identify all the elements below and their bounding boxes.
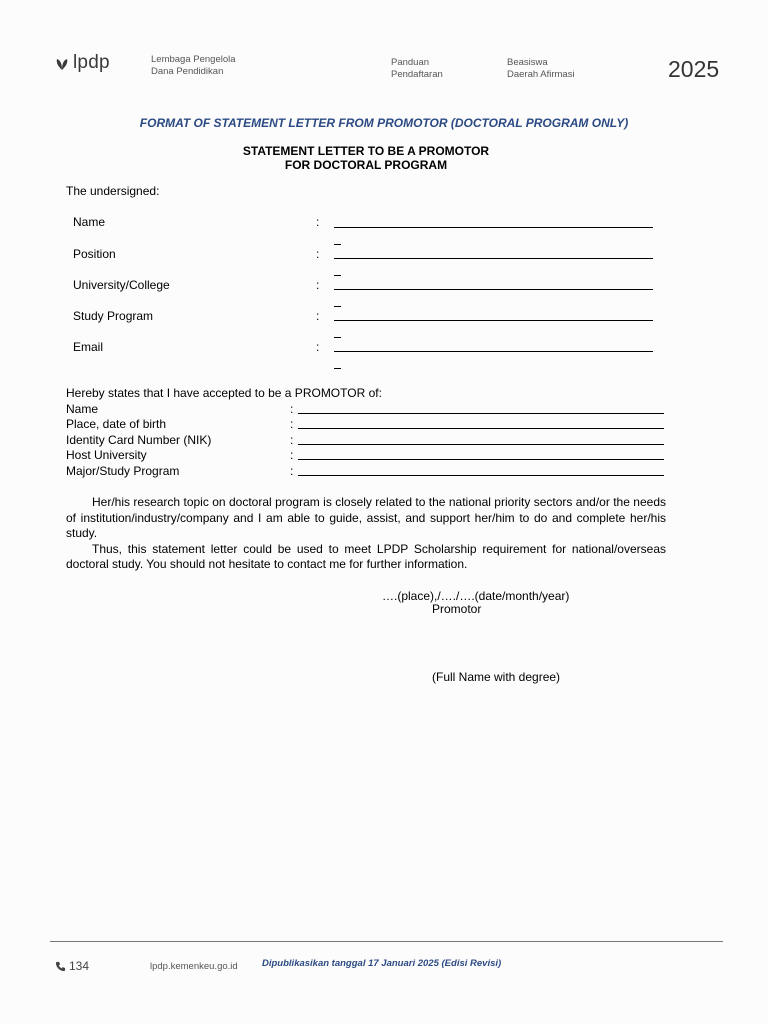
program-line-2: Daerah Afirmasi (507, 69, 575, 80)
paragraph-2: Thus, this statement letter could be used to meet LPDP Scholarship requirement for national/overseas doctoral study. You should not hesitate to contact me for further information. (66, 541, 666, 571)
lpdp-logo (54, 52, 110, 74)
guide-line-2: Pendaftaran (391, 69, 443, 80)
guide-label (391, 57, 443, 81)
letter-title-line-2: FOR DOCTORAL PROGRAM (284, 158, 448, 172)
header-year: 2025 (668, 56, 720, 82)
lpdp-leaf-logo-icon (54, 55, 70, 71)
place-date: ….(place),/…./….(date/month/year) (382, 589, 570, 603)
footer-divider (50, 941, 723, 942)
promotor-name-colon: : (316, 215, 320, 229)
format-title: FORMAT OF STATEMENT LETTER FROM PROMOTOR (DOCTORAL PROGRAM ONLY) (139, 116, 629, 130)
promotor-university-line[interactable] (334, 289, 653, 290)
promotor-email-line[interactable] (334, 351, 653, 352)
student-name-line[interactable] (298, 413, 664, 414)
letter-title-line-1: STATEMENT LETTER TO BE A PROMOTOR (242, 144, 490, 158)
page-number-text: 134 (69, 959, 90, 973)
promotor-name-label: Name (73, 215, 106, 229)
promotor-name-dash (334, 244, 341, 245)
promotor-study-program-label: Study Program (73, 309, 154, 323)
undersigned-label: The undersigned: (66, 184, 160, 198)
student-nik-label: Identity Card Number (NIK) (66, 433, 212, 447)
student-major-label: Major/Study Program (66, 464, 180, 478)
promotor-position-label: Position (73, 247, 116, 261)
student-birth-label: Place, date of birth (66, 417, 167, 431)
promotor-university-colon: : (316, 278, 320, 292)
phone-icon (55, 961, 66, 972)
student-nik-colon: : (290, 433, 294, 447)
promotor-position-dash (334, 275, 341, 276)
student-host-university-colon: : (290, 448, 294, 462)
promotor-study-program-dash (334, 337, 341, 338)
logo-text: lpdp (73, 52, 110, 73)
paragraph-1: Her/his research topic on doctoral program is closely related to the national priority sectors and/or the needs of institution/industry/company and I am able to guide, assist, and support her/him to do and complete her/his study. (66, 495, 666, 540)
promotor-university-label: University/College (73, 278, 170, 292)
hereby-statement: Hereby states that I have accepted to be a PROMOTOR of: (66, 386, 382, 400)
student-major-line[interactable] (298, 475, 664, 476)
promotor-study-program-line[interactable] (334, 320, 653, 321)
student-host-university-label: Host University (66, 448, 147, 462)
publication-note: Dipublikasikan tanggal 17 Januari 2025 (Edisi Revisi) (262, 958, 502, 969)
letter-title (0, 144, 732, 172)
student-major-colon: : (290, 464, 294, 478)
promotor-position-line[interactable] (334, 258, 653, 259)
guide-line-1: Panduan (391, 57, 430, 68)
statement-body (66, 495, 666, 573)
student-name-label: Name (66, 402, 99, 416)
student-birth-line[interactable] (298, 428, 664, 429)
organization-name (151, 54, 236, 78)
promotor-university-dash (334, 306, 341, 307)
student-birth-colon: : (290, 417, 294, 431)
promotor-label: Promotor (432, 602, 482, 616)
page-number (55, 959, 89, 973)
student-host-university-line[interactable] (298, 459, 664, 460)
full-name-placeholder: (Full Name with degree) (432, 670, 561, 684)
org-line-1: Lembaga Pengelola (151, 54, 236, 65)
promotor-study-program-colon: : (316, 309, 320, 323)
promotor-name-line[interactable] (334, 227, 653, 228)
promotor-email-label: Email (73, 340, 104, 354)
promotor-position-colon: : (316, 247, 320, 261)
student-name-colon: : (290, 402, 294, 416)
program-line-1: Beasiswa (507, 57, 548, 68)
footer-url[interactable]: lpdp.kemenkeu.go.id (150, 961, 238, 972)
org-line-2: Dana Pendidikan (151, 66, 224, 77)
student-nik-line[interactable] (298, 444, 664, 445)
promotor-email-colon: : (316, 340, 320, 354)
promotor-email-dash (334, 368, 341, 369)
program-label (507, 57, 575, 81)
